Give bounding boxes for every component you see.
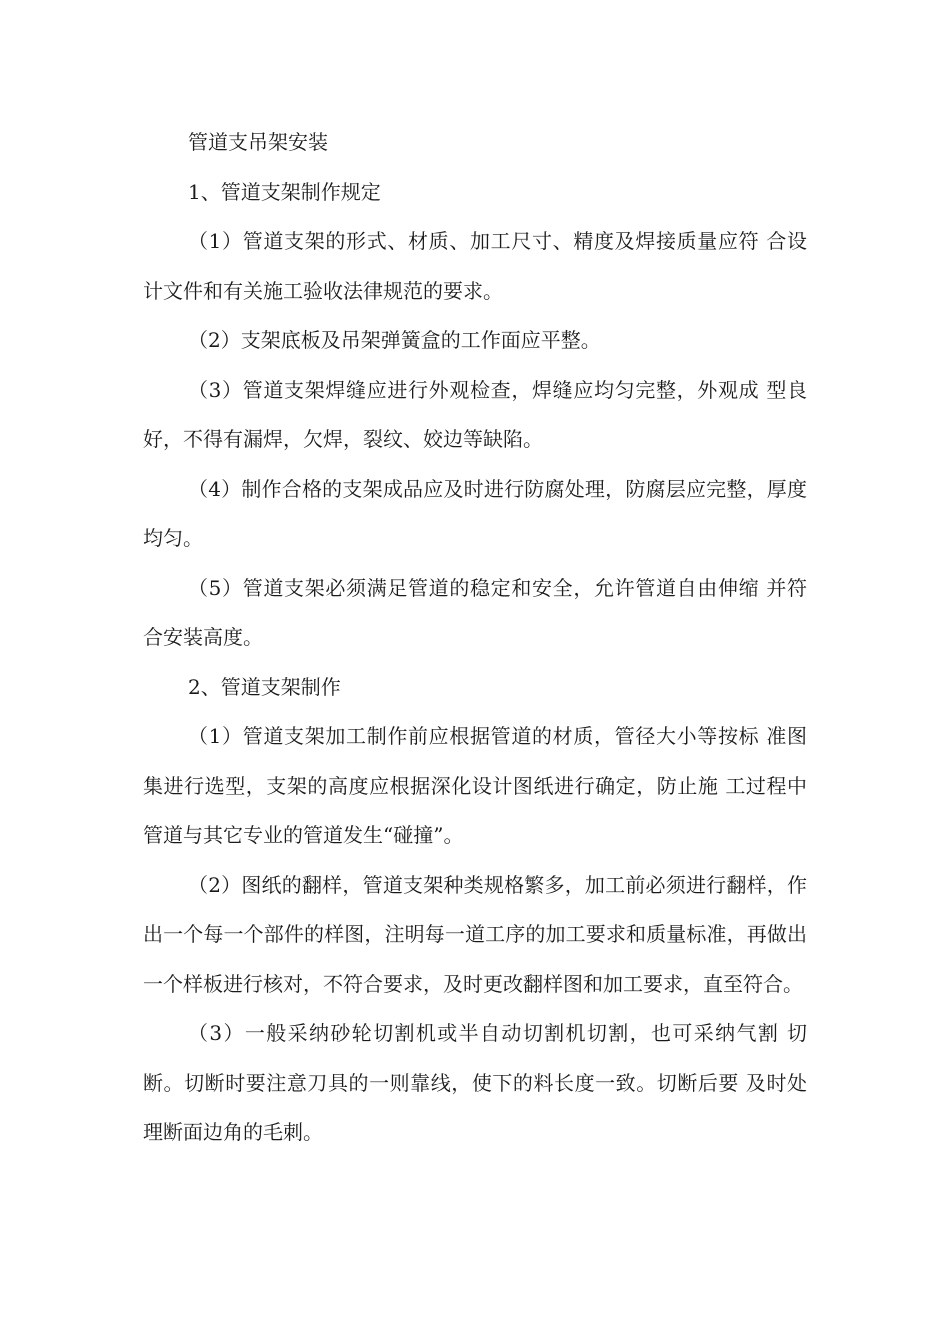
document-title: 管道支吊架安装 bbox=[188, 130, 328, 154]
section-2-item-2: （2）图纸的翻样，管道支架种类规格繁多，加工前必须进行翻样，作出一个每一个部件的样图，注明每一道工序的加工要求和质量标准，再做出一个样板进行核对，不符合要求，及时更改翻样图和加工要求，直至符合。 bbox=[143, 872, 807, 996]
section-1-item-4: （4）制作合格的支架成品应及时进行防腐处理，防腐层应完整，厚度均匀。 bbox=[143, 476, 807, 550]
section-1-heading: 1、管道支架制作规定 bbox=[188, 179, 381, 204]
section-1-item-3: （3）管道支架焊缝应进行外观检查，焊缝应均匀完整，外观成 型良好，不得有漏焊，欠焊，裂纹、姣边等缺陷。 bbox=[143, 377, 807, 451]
section-1-item-2: （2）支架底板及吊架弹簧盒的工作面应平整。 bbox=[188, 328, 601, 352]
section-2-heading: 2、管道支架制作 bbox=[188, 674, 341, 699]
document-body bbox=[143, 118, 807, 1158]
section-1-item-1: （1）管道支架的形式、材质、加工尺寸、精度及焊接质量应符 合设计文件和有关施工验收法律规范的要求。 bbox=[143, 229, 807, 303]
section-2-item-3: （3）一般采纳砂轮切割机或半自动切割机切割，也可采纳气割 切断。切断时要注意刀具的一则靠线，使下的料长度一致。切断后要 及时处理断面边角的毛刺。 bbox=[143, 1021, 807, 1144]
section-1-item-5: （5）管道支架必须满足管道的稳定和安全，允许管道自由伸缩 并符合安装高度。 bbox=[143, 575, 807, 649]
section-2-item-1: （1）管道支架加工制作前应根据管道的材质，管径大小等按标 准图集进行选型，支架的高度应根据深化设计图纸进行确定，防止施 工过程中管道与其它专业的管道发生“碰撞”。 bbox=[143, 724, 807, 847]
